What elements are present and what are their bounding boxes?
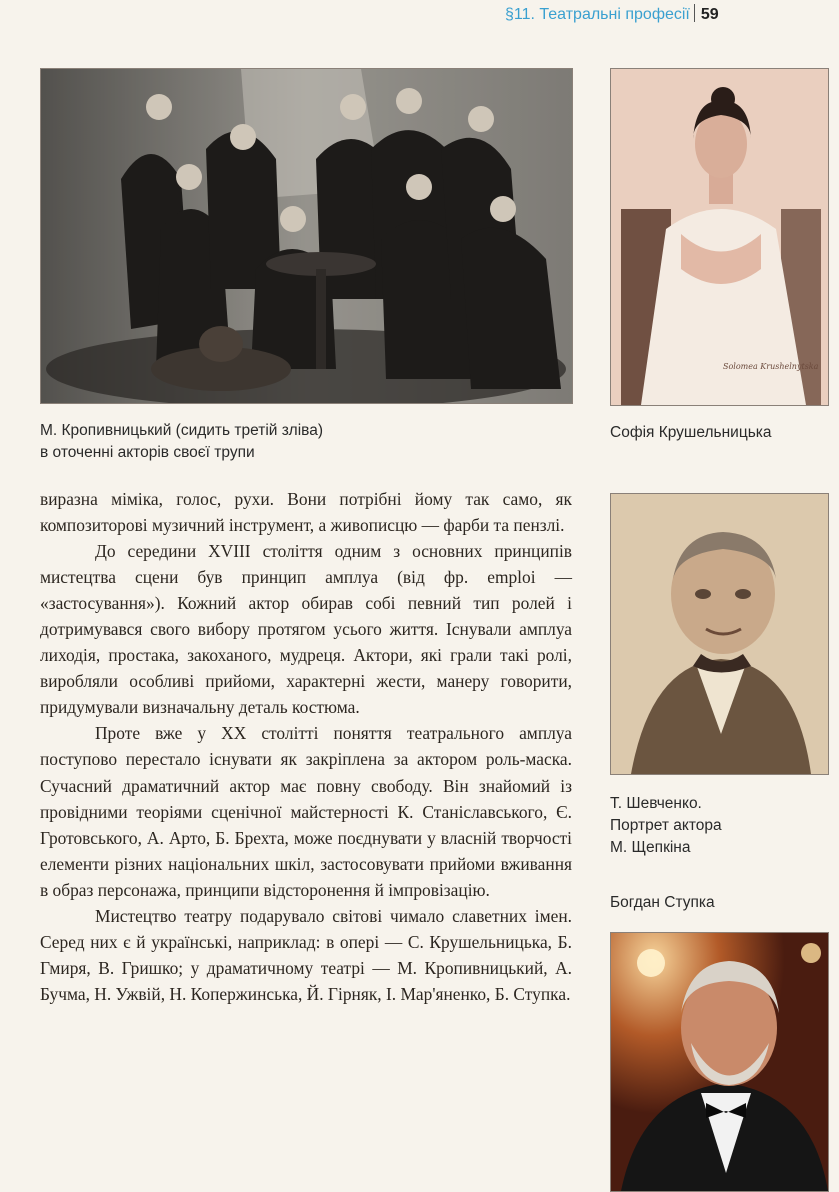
troupe-photo [40, 68, 573, 404]
troupe-caption-line-1: М. Кропивницький (сидить третій зліва) [40, 422, 324, 439]
section-title: §11. Театральні професії [505, 6, 690, 23]
schepkin-caption [610, 793, 830, 859]
schepkin-portrait-image [611, 494, 828, 774]
running-header [505, 4, 805, 26]
krushelnytska-caption-text: Софія Крушельницька [610, 424, 772, 441]
main-text [40, 486, 572, 1007]
page-number: 59 [700, 6, 719, 23]
krushelnytska-photo [610, 68, 829, 406]
troupe-caption-line-2: в оточенні акторів своєї трупи [40, 444, 255, 461]
stupka-caption [610, 892, 830, 914]
krushelnytska-caption [610, 422, 830, 444]
stupka-caption-text: Богдан Ступка [610, 894, 715, 911]
header-divider [694, 4, 695, 22]
photo-signature: Solomea Krushelnytska [723, 362, 819, 371]
krushelnytska-photo-image [611, 69, 828, 405]
schepkin-portrait [610, 493, 829, 775]
stupka-photo [610, 932, 829, 1192]
paragraph-2: До середини XVIII століття одним з основних принципів мистецтва сцени був принцип амплуа (від фр. emploi — «застосування»). Кожний актор обирав собі певний тип ролей і дотримувався свого вибору протягом усього життя. Існували амплуа лиходія, простака, закоханого, мудреця. Актори, які грали такі ролі, виробляли особливі прийоми, характерні жести, манеру говорити, придумували визначальну деталь костюма. [40, 541, 572, 718]
paragraph-4: Мистецтво театру подарувало світові чимало славетних імен. Серед них є й українські, наприклад: в опері — С. Крушельницька, Б. Гмиря, В. Гришко; у драматичному театрі — М. Кропивницький, А. Бучма, Н. Ужвій, Н. Копержинська, Й. Гірняк, І. Мар'яненко, Б. Ступка. [40, 905, 572, 1004]
troupe-caption [40, 420, 570, 464]
paragraph-3: Проте вже у XX столітті поняття театрального амплуа поступово перестало існувати як закріплена за актором роль-маска. Сучасний драматичний актор має повну свободу. Він знайомий із провідними теоріями сценічної майстерності К. Станіславського, Є. Гротовського, А. Арто, Б. Брехта, може поєднувати у власній творчості елементи різних національних шкіл, застосовувати прийоми вживання в образ персонажа, принципи відсторонення й імпровізацію. [40, 723, 572, 900]
paragraph-1: виразна міміка, голос, рухи. Вони потрібні йому так само, як композиторові музичний інструмент, а живописцю — фарби та пензлі. [40, 489, 572, 536]
schepkin-caption-line-2: Портрет актора [610, 817, 722, 834]
schepkin-caption-line-1: Т. Шевченко. [610, 795, 702, 812]
schepkin-caption-line-3: М. Щепкіна [610, 839, 691, 856]
stupka-photo-image [611, 933, 828, 1191]
troupe-photo-image [41, 69, 572, 403]
